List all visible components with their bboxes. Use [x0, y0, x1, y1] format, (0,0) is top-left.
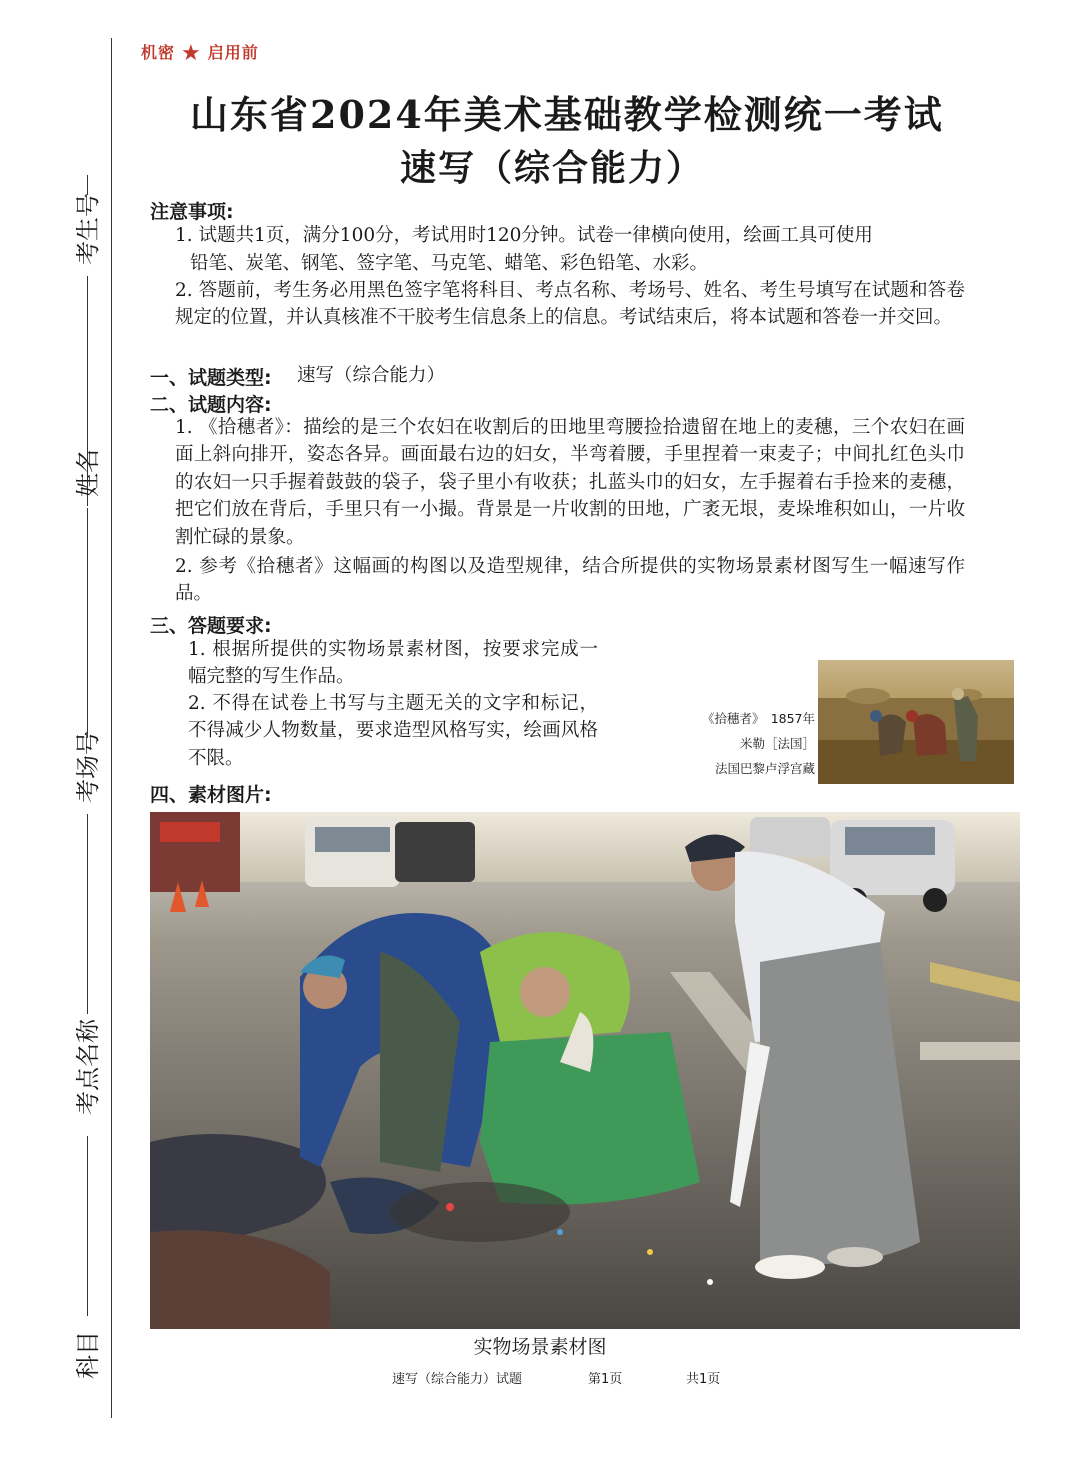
section2-item-1: 1. 《拾穗者》：描绘的是三个农妇在收割后的田地里弯腰捡拾遗留在地上的麦穗，三个农妇在画面上斜向排开，姿态各异。画面最右边的妇女，半弯着腰，手里捏着一束麦子；中间扎红色头巾的农妇一只手握着鼓鼓的袋子，袋子里小有收获；扎蓝头巾的妇女，左手握着右手捡来的麦穗，把它们放在背后，手里只有一小撮。背景是一片收割的田地，广袤无垠，麦垛堆积如山，一片收割忙碌的景象。 [175, 417, 965, 548]
painting-artist: 米勒［法国］ [739, 736, 815, 751]
section1-heading: 一、试题类型: [150, 367, 272, 389]
field-exam-number [58, 180, 118, 290]
notice-heading: 注意事项: [150, 201, 234, 223]
secret-label-2: 启用前 [207, 43, 259, 62]
painting-caption [660, 706, 815, 781]
notice-item-1-cont: 铅笔、炭笔、钢笔、签字笔、马克笔、蜡笔、彩色铅笔、水彩。 [190, 253, 709, 274]
field-room [58, 718, 118, 828]
field-name [58, 420, 118, 530]
section2-item-2: 2. 参考《拾穗者》这幅画的构图以及造型规律，结合所提供的实物场景素材图写生一幅速写作品。 [175, 556, 965, 605]
page-title: 山东省2024年美术基础教学检测统一考试 [190, 92, 944, 137]
confidential-mark [141, 40, 259, 66]
section4-heading: 四、素材图片: [150, 784, 272, 806]
footer-total: 共1页 [686, 1372, 721, 1387]
field-label: 考点名称 [74, 1019, 102, 1115]
section3-item-1: 1. 根据所提供的实物场景素材图，按要求完成一幅完整的写生作品。 [188, 639, 598, 688]
footer-page: 第1页 [588, 1372, 623, 1387]
secret-label: 机密 [141, 43, 176, 62]
section3-heading: 三、答题要求: [150, 615, 272, 637]
field-label: 科目 [74, 1331, 102, 1379]
field-label: 考场号 [74, 731, 102, 803]
field-label: 姓名 [74, 449, 102, 497]
painting-title: 《拾穗者》 1857年 [701, 711, 815, 726]
scene-photo [150, 812, 1020, 1329]
notice-item-2: 2. 答题前，考生务必用黑色签字笔将科目、考点名称、考场号、姓名、考生号填写在试题和答卷规定的位置，并认真核准不干胶考生信息条上的信息。考试结束后，将本试题和答卷一并交回。 [175, 280, 965, 329]
footer-title: 速写（综合能力）试题 [392, 1372, 523, 1387]
section2-heading: 二、试题内容: [150, 394, 272, 416]
section1-value: 速写（综合能力） [297, 365, 446, 386]
star-icon: ★ [181, 41, 202, 66]
reference-painting [818, 660, 1014, 784]
painting-collection: 法国巴黎卢浮宫藏 [714, 761, 815, 776]
section3-item-2: 2. 不得在试卷上书写与主题无关的文字和标记，不得减少人物数量，要求造型风格写实，绘画风格不限。 [188, 693, 598, 769]
notice-item-1: 1. 试题共1页，满分100分，考试用时120分钟。试卷一律横向使用，绘画工具可使用 [175, 225, 873, 246]
field-site [58, 1018, 118, 1128]
field-label: 考生号 [74, 193, 102, 265]
page-subtitle: 速写（综合能力） [400, 147, 705, 189]
photo-caption: 实物场景素材图 [473, 1336, 607, 1358]
